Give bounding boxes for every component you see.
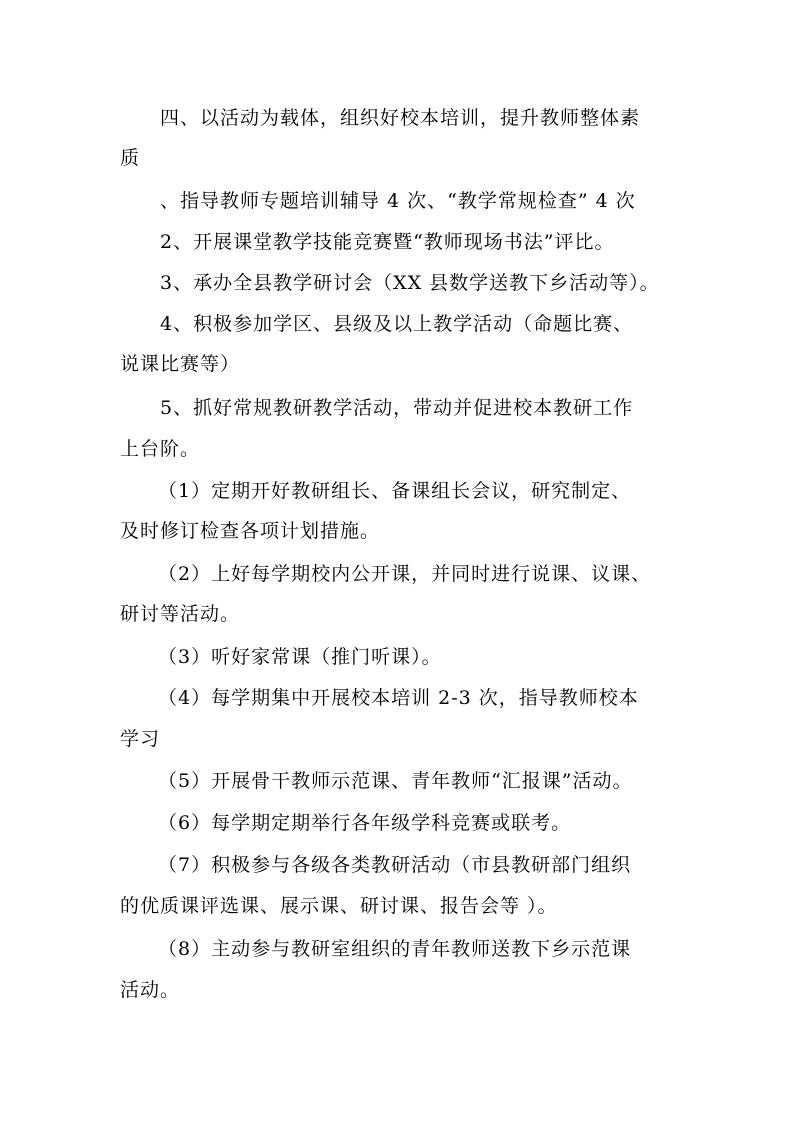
sub-item-1-continued: 及时修订检查各项计划措施。: [120, 520, 381, 542]
sub-item-4: （4）每学期集中开展校本培训 2-3 次，指导教师校本: [158, 687, 639, 709]
sub-item-7: （7）积极参与各级各类教研活动（市县教研部门组织: [158, 854, 632, 876]
sub-item-2: （2）上好每学期校内公开课，并同时进行说课、议课、: [158, 563, 652, 585]
sub-item-2-continued: 研讨等活动。: [120, 603, 241, 625]
list-item-1: 、指导教师专题培训辅导 4 次、“教学常规检查” 4 次: [160, 190, 636, 212]
list-item-5-continued: 上台阶。: [120, 438, 201, 460]
sub-item-8: （8）主动参与教研室组织的青年教师送教下乡示范课: [158, 938, 632, 960]
sub-item-4-continued: 学习: [120, 728, 161, 750]
sub-item-6: （6）每学期定期举行各年级学科竞赛或联考。: [158, 812, 572, 834]
sub-item-8-continued: 活动。: [120, 979, 181, 1001]
list-item-2: 2、开展课堂教学技能竞赛暨“教师现场书法”评比。: [160, 231, 615, 253]
section-heading-4: 四、以活动为载体，组织好校本培训，提升教师整体素: [160, 107, 641, 129]
list-item-4: 4、积极参加学区、县级及以上教学活动（命题比赛、: [160, 313, 634, 335]
list-item-5: 5、抓好常规教研教学活动，带动并促进校本教研工作: [160, 397, 634, 419]
sub-item-7-continued: 的优质课评选课、展示课、研讨课、报告会等 ）。: [120, 895, 558, 917]
paragraph-line: 质: [120, 147, 141, 169]
sub-item-5: （5）开展骨干教师示范课、青年教师“汇报课”活动。: [158, 770, 633, 792]
sub-item-1: （1）定期开好教研组长、备课组长会议，研究制定、: [158, 480, 632, 502]
list-item-3: 3、承办全县教学研讨会（XX 县数学送教下乡活动等）。: [160, 272, 660, 294]
list-item-4-continued: 说课比赛等）: [120, 353, 241, 375]
sub-item-3: （3）听好家常课（推门听课）。: [158, 646, 442, 668]
